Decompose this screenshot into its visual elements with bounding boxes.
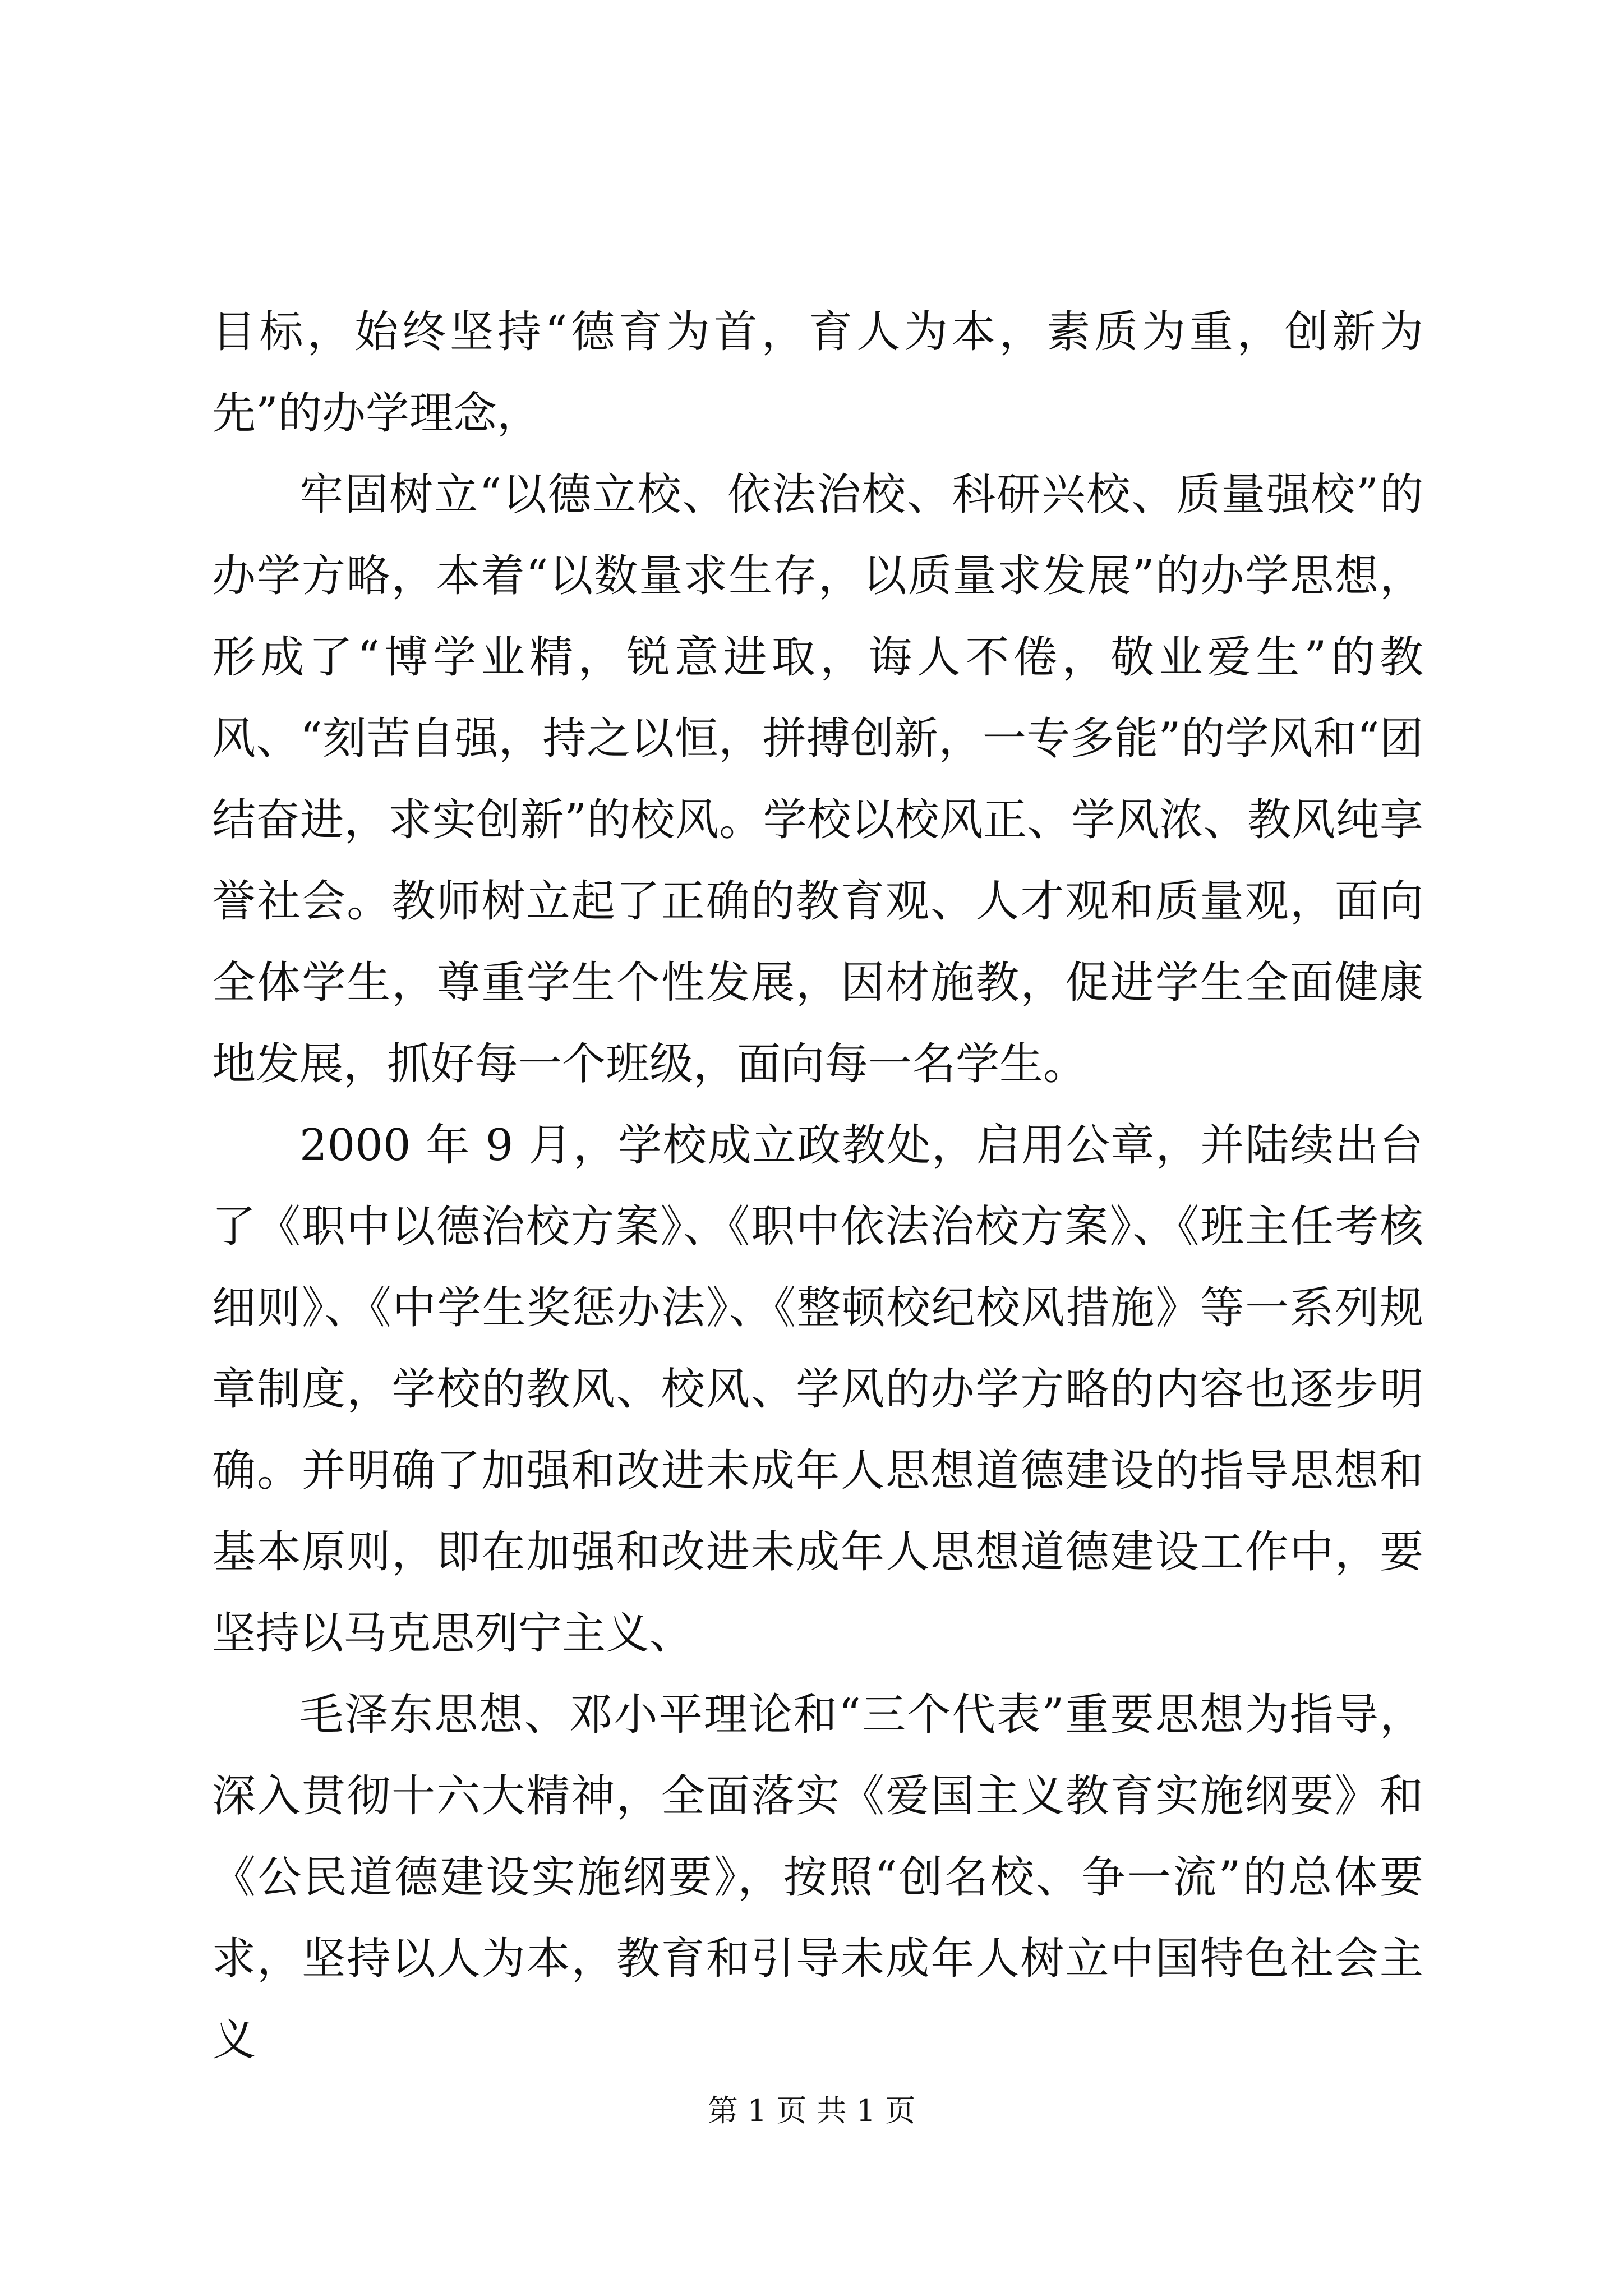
paragraph-2: 牢固树立“以德立校、依法治校、科研兴校、质量强校”的办学方略，本着“以数量求生存，以质量求发展”的办学思想，形成了“博学业精，锐意进取，诲人不倦，敬业爱生”的教风、“刻苦自强，持之以恒，拼搏创新，一专多能”的学风和“团结奋进，求实创新”的校风。学校以校风正、学风浓、教风纯享誉社会。教师树立起了正确的教育观、人才观和质量观，面向全体学生，尊重学生个性发展，因材施教，促进学生全面健康地发展，抓好每一个班级，面向每一名学生。 [212,470,1423,1089]
document-body [212,292,1423,2081]
paragraph-3: 2000 年 9 月，学校成立政教处，启用公章，并陆续出台了《职中以德治校方案》、《职中依法治校方案》、《班主任考核细则》、《中学生奖惩办法》、《整顿校纪校风措施》等一系列规章制度，学校的教风、校风、学风的办学方略的内容也逐步明确。并明确了加强和改进未成年人思想道德建设的指导思想和基本原则，即在加强和改进未成年人思想道德建设工作中，要坚持以马克思列宁主义、 [212,1120,1423,1659]
page-footer: 第 1 页 共 1 页 [707,2093,916,2128]
paragraph-1: 目标，始终坚持“德育为首，育人为本，素质为重，创新为先”的办学理念， [212,307,1423,439]
paragraph-4: 毛泽东思想、邓小平理论和“三个代表”重要思想为指导，深入贯彻十六大精神，全面落实《爱国主义教育实施纲要》和《公民道德建设实施纲要》，按照“创名校、争一流”的总体要求，坚持以人为本，教育和引导未成年人树立中国特色社会主义 [212,1690,1423,2065]
